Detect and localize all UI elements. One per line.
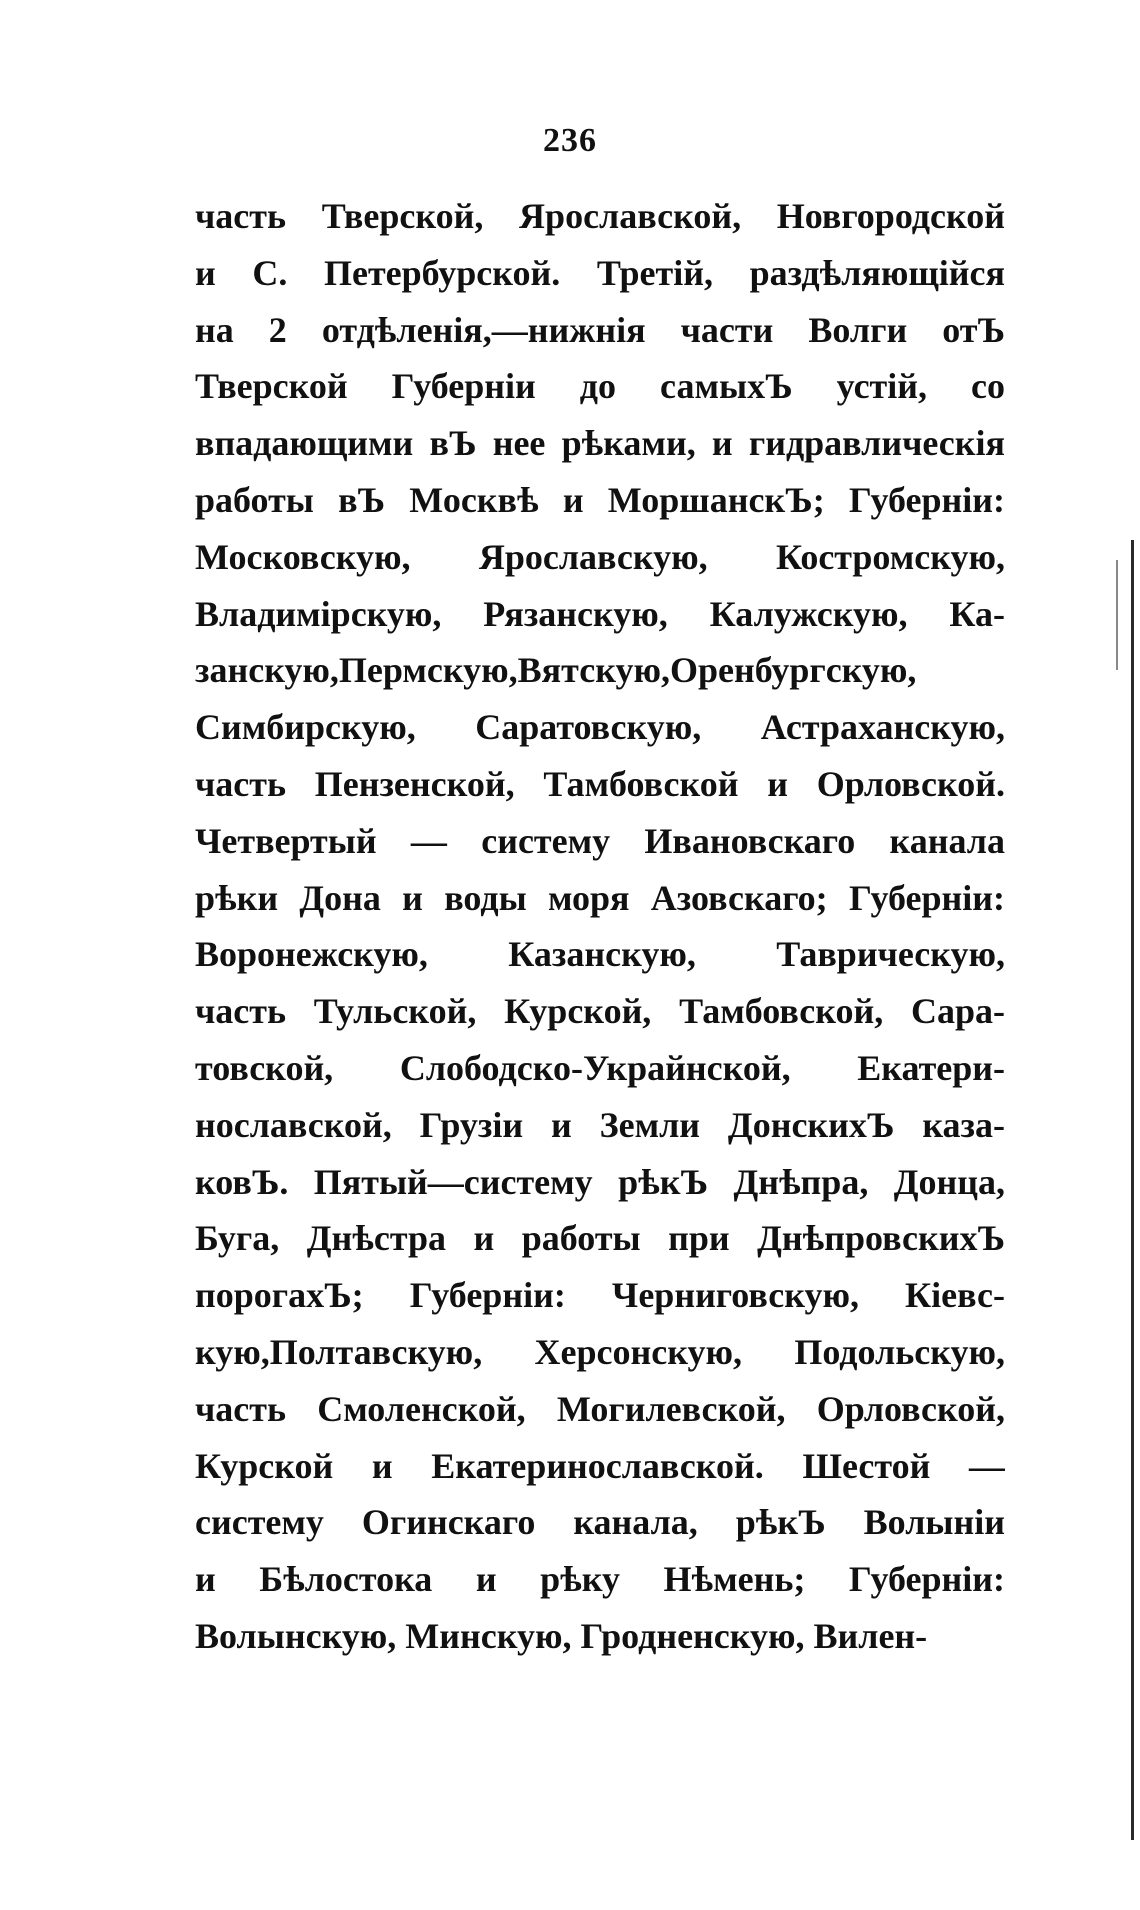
text-line: Симбирскую, Саратовскую, Астраханскую, bbox=[195, 707, 1005, 748]
text-line: порогахЪ; Губерніи: Черниговскую, Кіевс- bbox=[195, 1275, 1005, 1316]
text-line: и Бѣлостока и рѣку Нѣмень; Губерніи: bbox=[195, 1559, 1005, 1600]
text-line: впадающими вЪ нее рѣками, и гидравлическія bbox=[195, 423, 1005, 464]
text-line: работы вЪ Москвѣ и МоршанскЪ; Губерніи: bbox=[195, 479, 1005, 520]
text-line: ковЪ. Пятый—систему рѣкЪ Днѣпра, Донца, bbox=[195, 1161, 1005, 1202]
text-line: кую,Полтавскую, Херсонскую, Подольскую, bbox=[195, 1331, 1005, 1372]
text-line: Владимірскую, Рязанскую, Калужскую, Ка- bbox=[195, 593, 1005, 634]
text-line: часть Пензенской, Тамбовской и Орловской. bbox=[195, 763, 1005, 804]
text-line: Московскую, Ярославскую, Костромскую, bbox=[195, 536, 1005, 577]
text-line: систему Огинскаго канала, рѣкЪ Волыніи bbox=[195, 1502, 1005, 1543]
text-line: занскую,Пермскую,Вятскую,Оренбургскую, bbox=[195, 650, 917, 691]
text-line: Курской и Екатеринославской. Шестой — bbox=[195, 1445, 1005, 1486]
text-line: и С. Петербурской. Третій, раздѣляющійся bbox=[195, 252, 1005, 293]
text-line: рѣки Дона и воды моря Азовскаго; Губерніи: bbox=[195, 877, 1005, 918]
text-line: товской, Слободско-Украйнской, Екатери- bbox=[195, 1047, 1005, 1088]
text-line: часть Тверской, Ярославской, Новгородской bbox=[195, 196, 1005, 236]
text-line: Волынскую, Минскую, Гродненскую, Вилен- bbox=[195, 1615, 928, 1656]
text-line: Буга, Днѣстра и работы при ДнѣпровскихЪ bbox=[195, 1218, 1005, 1259]
text-line: часть Тульской, Курской, Тамбовской, Сара- bbox=[195, 991, 1005, 1032]
text-line: Тверской Губерніи до самыхЪ устій, со bbox=[195, 366, 1005, 407]
text-line: на 2 отдѣленія,—нижнія части Волги отЪ bbox=[195, 309, 1005, 350]
page-number: 236 bbox=[543, 122, 597, 159]
body-text bbox=[195, 188, 1005, 1665]
page-edge-shadow bbox=[1116, 560, 1118, 670]
text-line: часть Смоленской, Могилевской, Орловской, bbox=[195, 1388, 1005, 1429]
page-edge-shadow bbox=[1131, 540, 1134, 1840]
text-line: нославской, Грузіи и Земли ДонскихЪ каза- bbox=[195, 1104, 1005, 1145]
text-line: Воронежскую, Казанскую, Таврическую, bbox=[195, 934, 1005, 975]
text-line: Четвертый — систему Ивановскаго канала bbox=[195, 820, 1005, 861]
